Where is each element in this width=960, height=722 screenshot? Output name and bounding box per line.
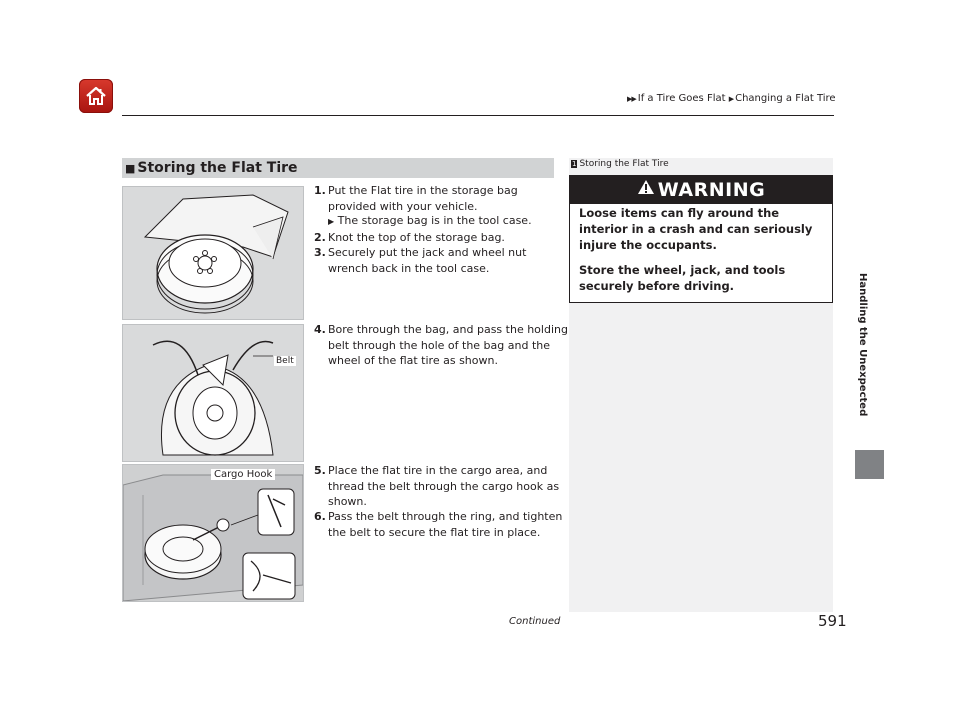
breadcrumb-arrow-icon: ▶▶ [627, 95, 636, 103]
belt-callout-label: Belt [276, 356, 294, 366]
section-title-text: Storing the Flat Tire [137, 160, 298, 176]
breadcrumb-item-changing-a-flat-tire[interactable]: Changing a Flat Tire [735, 93, 836, 104]
step-number: 2. [314, 231, 326, 244]
step-3 [314, 245, 568, 276]
step-text: Knot the top of the storage bag. [328, 231, 505, 244]
step-6 [314, 509, 568, 540]
warning-paragraph-1: Loose items can fly around the interior in a crash and can seriously injure the occupants. [579, 206, 813, 252]
step-1 [314, 183, 568, 214]
step-number: 3. [314, 246, 326, 259]
home-icon [84, 84, 108, 108]
step-text: Pass the belt through the ring, and tighten the belt to secure the flat tire in place. [328, 510, 563, 539]
breadcrumb [627, 93, 836, 104]
chapter-tab-text: Handling the Unexpected [857, 273, 868, 417]
step-2 [314, 230, 568, 246]
step-1-note [328, 214, 532, 227]
header-divider [122, 115, 834, 116]
figure-cargo-hook [122, 464, 304, 602]
section-title [125, 158, 298, 178]
step-number: 5. [314, 464, 326, 477]
cargo-hook-callout-label: Cargo Hook [211, 469, 275, 480]
home-button[interactable] [79, 79, 113, 113]
step-5 [314, 463, 568, 510]
breadcrumb-arrow-icon: ▶ [728, 95, 734, 103]
warning-triangle-icon [637, 175, 655, 203]
step-text: Put the Flat tire in the storage bag provided with your vehicle. [328, 184, 518, 213]
figure-belt-through-bag [122, 324, 304, 462]
note-heading-text: Storing the Flat Tire [579, 159, 669, 169]
step-text: Securely put the jack and wheel nut wrench back in the tool case. [328, 246, 527, 275]
continued-label: Continued [509, 616, 561, 627]
warning-title-bar [570, 176, 832, 204]
warning-paragraph-2: Store the wheel, jack, and tools securely before driving. [579, 263, 786, 293]
note-arrow-icon: ▶ [328, 217, 335, 226]
note-marker-icon: 1 [572, 160, 577, 168]
step-text: Place the flat tire in the cargo area, and thread the belt through the cargo hook as shown. [328, 464, 560, 508]
figure-tire-storage-bag [122, 186, 304, 320]
step-number: 4. [314, 323, 326, 336]
step-number: 6. [314, 510, 326, 523]
step-1-note-text: The storage bag is in the tool case. [337, 214, 532, 227]
note-heading [571, 159, 669, 169]
step-4 [314, 322, 568, 369]
step-number: 1. [314, 184, 326, 197]
breadcrumb-item-if-a-tire-goes-flat[interactable]: If a Tire Goes Flat [637, 93, 726, 104]
chapter-tab-marker[interactable] [855, 450, 884, 479]
warning-title: WARNING [657, 179, 766, 201]
chapter-tab-label [855, 275, 869, 450]
page-number: 591 [818, 612, 847, 630]
step-text: Bore through the bag, and pass the holding belt through the hole of the bag and the wheel of the flat tire as shown. [328, 323, 568, 367]
section-square-icon: ■ [125, 162, 136, 175]
